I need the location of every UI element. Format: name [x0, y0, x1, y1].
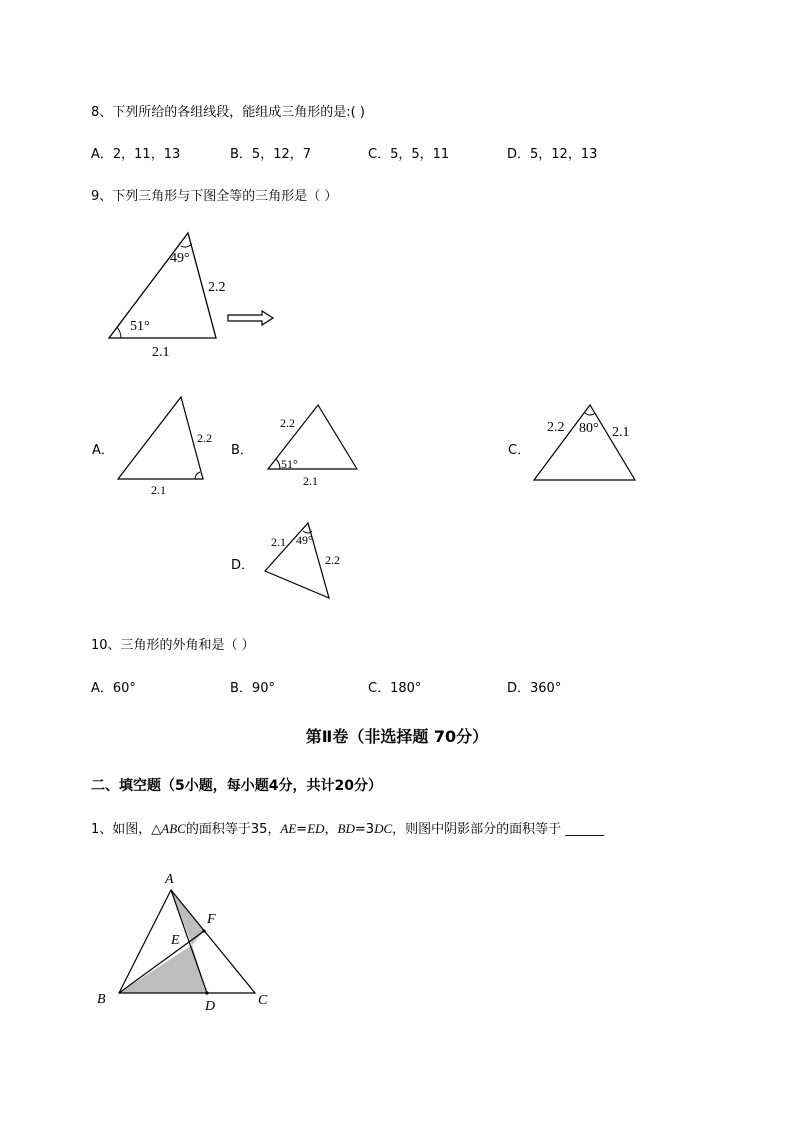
f1-label-b: B [97, 992, 106, 1007]
q9-d-angle: 49° [296, 533, 313, 547]
f1-comma: ， [324, 822, 338, 837]
q8-option-a[interactable]: A．2，11，13 [91, 147, 181, 162]
part2-title: 第Ⅱ卷（非选择题 70分） [305, 727, 489, 746]
q9-a-side-bottom: 2.1 [151, 483, 166, 497]
f1-bd: BD [337, 821, 355, 836]
f1-eq2: =3 [354, 822, 375, 837]
f1-ed: ED [307, 821, 325, 836]
q9-d-side-left: 2.1 [271, 535, 286, 549]
q10-option-d[interactable]: D．360° [507, 681, 562, 696]
q9-option-b-triangle[interactable] [268, 405, 357, 488]
q9-option-d-triangle[interactable] [265, 523, 340, 598]
f1-ae: AE [280, 821, 297, 836]
q9-c-angle: 80° [579, 421, 599, 436]
q10-option-c[interactable]: C．180° [368, 681, 422, 696]
q9-c-side-right: 2.1 [612, 425, 630, 440]
f1-suffix[interactable]: ，则图中阴影部分的面积等于 ______ [392, 822, 605, 837]
q9-b-angle: 51° [281, 457, 298, 471]
f1-label-c: C [258, 993, 268, 1008]
f1-label-f: F [207, 912, 216, 927]
section2-title: 二、填空题（5小题，每小题4分，共计20分） [91, 778, 382, 794]
f1-eq1: = [296, 822, 308, 837]
q9-c-side-left: 2.2 [547, 420, 565, 435]
q10-option-b[interactable]: B．90° [230, 681, 275, 696]
q10-stem: 10、三角形的外角和是（ ） [91, 638, 255, 653]
q9-option-c-triangle[interactable] [534, 405, 635, 480]
q9-ref-side-right: 2.2 [208, 280, 226, 295]
q9-a-side-right: 2.2 [197, 431, 212, 445]
q8-option-d[interactable]: D．5，12，13 [507, 147, 598, 162]
f1-dc: DC [374, 821, 393, 836]
arrow-right-icon [228, 311, 273, 325]
f1-label-a: A [165, 872, 174, 887]
q9-ref-angle-top: 49° [170, 251, 190, 266]
q9-b-side-bottom: 2.1 [303, 474, 318, 488]
q9-reference-triangle [109, 233, 226, 360]
q9-option-a-triangle[interactable] [118, 397, 212, 497]
q9-d-side-right: 2.2 [325, 553, 340, 567]
q8-option-b[interactable]: B．5，12，7 [230, 147, 312, 162]
q9-option-a-label[interactable]: A． [92, 443, 114, 458]
q9-stem: 9、下列三角形与下图全等的三角形是（ ） [91, 189, 338, 204]
q10-option-a[interactable]: A．60° [91, 681, 136, 696]
f1-figure [97, 872, 268, 1014]
q9-option-c-label[interactable]: C． [508, 443, 531, 458]
f1-mid1: 的面积等于35， [185, 822, 281, 837]
f1-stem [91, 818, 604, 837]
q8-stem: 8、下列所给的各组线段，能组成三角形的是:( ) [91, 105, 365, 120]
q9-ref-side-bottom: 2.1 [152, 345, 170, 360]
f1-abc: ABC [161, 821, 186, 836]
q8-option-c[interactable]: C．5，5，11 [368, 147, 450, 162]
q9-b-side-left: 2.2 [280, 416, 295, 430]
q9-ref-angle-left: 51° [130, 319, 150, 334]
f1-label-e: E [171, 933, 180, 948]
f1-label-d: D [205, 999, 216, 1014]
q10-options [91, 677, 791, 695]
q9-option-d-label[interactable]: D． [231, 558, 255, 573]
f1-prefix: 1、如图，△ [91, 822, 162, 837]
q9-option-b-label[interactable]: B． [231, 443, 253, 458]
